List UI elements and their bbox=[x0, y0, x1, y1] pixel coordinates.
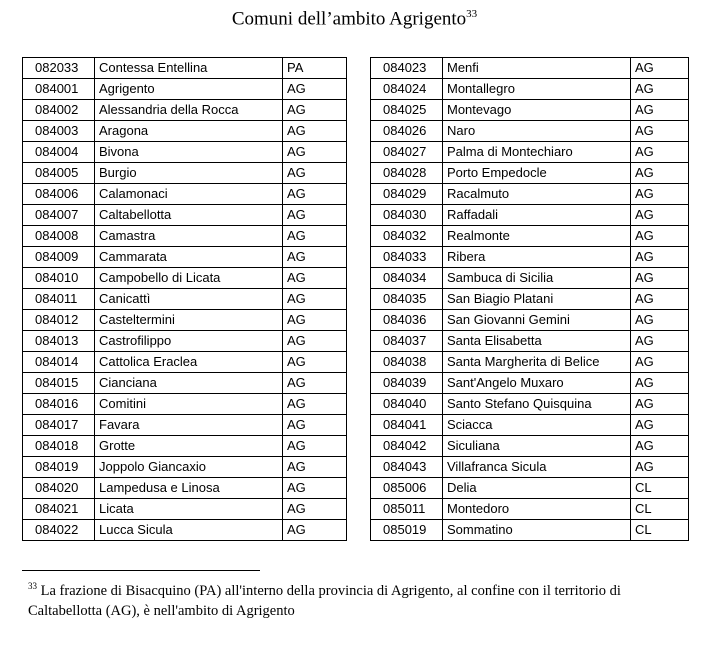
comune-name-cell: Sciacca bbox=[443, 415, 631, 436]
province-cell: AG bbox=[283, 142, 347, 163]
comune-name-cell: Racalmuto bbox=[443, 184, 631, 205]
province-cell: AG bbox=[631, 163, 689, 184]
comune-name-cell: Cianciana bbox=[95, 373, 283, 394]
istat-code-cell: 085006 bbox=[371, 478, 443, 499]
province-cell: AG bbox=[631, 394, 689, 415]
province-cell: AG bbox=[631, 58, 689, 79]
province-cell: AG bbox=[283, 205, 347, 226]
province-cell: AG bbox=[283, 394, 347, 415]
comuni-table-left-body bbox=[23, 58, 347, 541]
province-cell: AG bbox=[283, 457, 347, 478]
province-cell: AG bbox=[283, 352, 347, 373]
istat-code-cell: 084013 bbox=[23, 331, 95, 352]
comune-name-cell: San Biagio Platani bbox=[443, 289, 631, 310]
footnote-ref: 33 bbox=[28, 581, 37, 591]
table-row bbox=[371, 205, 689, 226]
comune-name-cell: Delia bbox=[443, 478, 631, 499]
title-text: Comuni dell’ambito Agrigento bbox=[231, 8, 467, 30]
comune-name-cell: Montallegro bbox=[443, 79, 631, 100]
istat-code-cell: 084043 bbox=[371, 457, 443, 478]
istat-code-cell: 084020 bbox=[23, 478, 95, 499]
comuni-table-left bbox=[22, 57, 347, 541]
istat-code-cell: 084002 bbox=[23, 100, 95, 121]
istat-code-cell: 084017 bbox=[23, 415, 95, 436]
table-row bbox=[371, 289, 689, 310]
istat-code-cell: 084016 bbox=[23, 394, 95, 415]
table-row bbox=[371, 163, 689, 184]
comune-name-cell: Santo Stefano Quisquina bbox=[443, 394, 631, 415]
province-cell: AG bbox=[631, 436, 689, 457]
istat-code-cell: 084028 bbox=[371, 163, 443, 184]
table-row bbox=[371, 436, 689, 457]
comune-name-cell: Licata bbox=[95, 499, 283, 520]
istat-code-cell: 084023 bbox=[371, 58, 443, 79]
province-cell: AG bbox=[283, 79, 347, 100]
table-row bbox=[371, 268, 689, 289]
table-row bbox=[23, 79, 347, 100]
istat-code-cell: 084005 bbox=[23, 163, 95, 184]
istat-code-cell: 084026 bbox=[371, 121, 443, 142]
table-row bbox=[371, 142, 689, 163]
table-row bbox=[23, 331, 347, 352]
province-cell: AG bbox=[631, 268, 689, 289]
table-row bbox=[23, 205, 347, 226]
province-cell: AG bbox=[631, 100, 689, 121]
province-cell: AG bbox=[631, 142, 689, 163]
comune-name-cell: Raffadali bbox=[443, 205, 631, 226]
comune-name-cell: Aragona bbox=[95, 121, 283, 142]
province-cell: AG bbox=[631, 289, 689, 310]
table-row bbox=[371, 415, 689, 436]
istat-code-cell: 084004 bbox=[23, 142, 95, 163]
istat-code-cell: 084022 bbox=[23, 520, 95, 541]
istat-code-cell: 084036 bbox=[371, 310, 443, 331]
province-cell: AG bbox=[283, 415, 347, 436]
comune-name-cell: Burgio bbox=[95, 163, 283, 184]
table-row bbox=[23, 394, 347, 415]
table-row bbox=[23, 289, 347, 310]
comune-name-cell: Grotte bbox=[95, 436, 283, 457]
province-cell: AG bbox=[283, 310, 347, 331]
comune-name-cell: Castrofilippo bbox=[95, 331, 283, 352]
province-cell: AG bbox=[283, 268, 347, 289]
province-cell: AG bbox=[631, 205, 689, 226]
comune-name-cell: Santa Elisabetta bbox=[443, 331, 631, 352]
province-cell: AG bbox=[631, 121, 689, 142]
table-row bbox=[371, 520, 689, 541]
comune-name-cell: Canicattì bbox=[95, 289, 283, 310]
province-cell: CL bbox=[631, 520, 689, 541]
province-cell: AG bbox=[283, 247, 347, 268]
title-footnote-ref: 33 bbox=[466, 8, 478, 20]
province-cell: AG bbox=[283, 436, 347, 457]
table-row bbox=[23, 100, 347, 121]
comune-name-cell: Campobello di Licata bbox=[95, 268, 283, 289]
table-row bbox=[371, 310, 689, 331]
istat-code-cell: 084018 bbox=[23, 436, 95, 457]
comune-name-cell: Cattolica Eraclea bbox=[95, 352, 283, 373]
province-cell: AG bbox=[631, 415, 689, 436]
comune-name-cell: San Giovanni Gemini bbox=[443, 310, 631, 331]
province-cell: AG bbox=[283, 520, 347, 541]
province-cell: AG bbox=[283, 331, 347, 352]
table-row bbox=[23, 415, 347, 436]
table-row bbox=[371, 352, 689, 373]
comune-name-cell: Naro bbox=[443, 121, 631, 142]
comune-name-cell: Camastra bbox=[95, 226, 283, 247]
footnote bbox=[28, 576, 688, 621]
table-row bbox=[371, 58, 689, 79]
istat-code-cell: 084003 bbox=[23, 121, 95, 142]
comune-name-cell: Montevago bbox=[443, 100, 631, 121]
table-row bbox=[23, 163, 347, 184]
province-cell: AG bbox=[631, 310, 689, 331]
table-row bbox=[371, 331, 689, 352]
comune-name-cell: Agrigento bbox=[95, 79, 283, 100]
comune-name-cell: Casteltermini bbox=[95, 310, 283, 331]
comune-name-cell: Joppolo Giancaxio bbox=[95, 457, 283, 478]
comune-name-cell: Realmonte bbox=[443, 226, 631, 247]
province-cell: AG bbox=[631, 373, 689, 394]
istat-code-cell: 084010 bbox=[23, 268, 95, 289]
comune-name-cell: Siculiana bbox=[443, 436, 631, 457]
table-row bbox=[23, 478, 347, 499]
istat-code-cell: 084033 bbox=[371, 247, 443, 268]
table-row bbox=[23, 520, 347, 541]
table-row bbox=[23, 457, 347, 478]
comune-name-cell: Calamonaci bbox=[95, 184, 283, 205]
comune-name-cell: Lucca Sicula bbox=[95, 520, 283, 541]
comune-name-cell: Menfi bbox=[443, 58, 631, 79]
province-cell: PA bbox=[283, 58, 347, 79]
table-row bbox=[23, 184, 347, 205]
table-row bbox=[23, 436, 347, 457]
istat-code-cell: 084037 bbox=[371, 331, 443, 352]
table-row bbox=[23, 142, 347, 163]
istat-code-cell: 084012 bbox=[23, 310, 95, 331]
comune-name-cell: Sambuca di Sicilia bbox=[443, 268, 631, 289]
comune-name-cell: Alessandria della Rocca bbox=[95, 100, 283, 121]
istat-code-cell: 085011 bbox=[371, 499, 443, 520]
province-cell: AG bbox=[631, 226, 689, 247]
table-row bbox=[371, 247, 689, 268]
istat-code-cell: 084024 bbox=[371, 79, 443, 100]
comune-name-cell: Caltabellotta bbox=[95, 205, 283, 226]
istat-code-cell: 084027 bbox=[371, 142, 443, 163]
table-row bbox=[23, 226, 347, 247]
comune-name-cell: Contessa Entellina bbox=[95, 58, 283, 79]
comune-name-cell: Villafranca Sicula bbox=[443, 457, 631, 478]
istat-code-cell: 084032 bbox=[371, 226, 443, 247]
comune-name-cell: Sant'Angelo Muxaro bbox=[443, 373, 631, 394]
table-row bbox=[23, 247, 347, 268]
istat-code-cell: 084006 bbox=[23, 184, 95, 205]
province-cell: AG bbox=[283, 121, 347, 142]
province-cell: AG bbox=[283, 373, 347, 394]
comuni-table-right-body bbox=[371, 58, 689, 541]
istat-code-cell: 085019 bbox=[371, 520, 443, 541]
table-row bbox=[371, 121, 689, 142]
footnote-text: La frazione di Bisacquino (PA) all'interno della provincia di Agrigento, al confine con il territorio di Caltabellotta (AG), è nell'ambito di Agrigento bbox=[28, 582, 621, 619]
table-row bbox=[371, 373, 689, 394]
province-cell: AG bbox=[631, 457, 689, 478]
istat-code-cell: 084030 bbox=[371, 205, 443, 226]
table-row bbox=[371, 499, 689, 520]
istat-code-cell: 084034 bbox=[371, 268, 443, 289]
province-cell: AG bbox=[283, 499, 347, 520]
table-row bbox=[371, 394, 689, 415]
istat-code-cell: 084042 bbox=[371, 436, 443, 457]
table-row bbox=[23, 58, 347, 79]
comune-name-cell: Comitini bbox=[95, 394, 283, 415]
comune-name-cell: Palma di Montechiaro bbox=[443, 142, 631, 163]
table-row bbox=[371, 100, 689, 121]
istat-code-cell: 084007 bbox=[23, 205, 95, 226]
province-cell: AG bbox=[283, 163, 347, 184]
istat-code-cell: 084008 bbox=[23, 226, 95, 247]
table-row bbox=[371, 184, 689, 205]
istat-code-cell: 084014 bbox=[23, 352, 95, 373]
istat-code-cell: 084001 bbox=[23, 79, 95, 100]
table-row bbox=[23, 121, 347, 142]
page-title bbox=[0, 8, 709, 30]
table-row bbox=[23, 310, 347, 331]
table-row bbox=[23, 499, 347, 520]
comune-name-cell: Sommatino bbox=[443, 520, 631, 541]
province-cell: CL bbox=[631, 499, 689, 520]
istat-code-cell: 084041 bbox=[371, 415, 443, 436]
istat-code-cell: 084011 bbox=[23, 289, 95, 310]
comune-name-cell: Bivona bbox=[95, 142, 283, 163]
comune-name-cell: Lampedusa e Linosa bbox=[95, 478, 283, 499]
province-cell: AG bbox=[631, 331, 689, 352]
province-cell: AG bbox=[283, 100, 347, 121]
province-cell: AG bbox=[631, 247, 689, 268]
province-cell: AG bbox=[631, 184, 689, 205]
province-cell: AG bbox=[631, 352, 689, 373]
comune-name-cell: Favara bbox=[95, 415, 283, 436]
table-row bbox=[23, 373, 347, 394]
istat-code-cell: 084015 bbox=[23, 373, 95, 394]
istat-code-cell: 084029 bbox=[371, 184, 443, 205]
istat-code-cell: 084021 bbox=[23, 499, 95, 520]
istat-code-cell: 084039 bbox=[371, 373, 443, 394]
footnote-separator bbox=[22, 570, 260, 571]
comune-name-cell: Porto Empedocle bbox=[443, 163, 631, 184]
comune-name-cell: Cammarata bbox=[95, 247, 283, 268]
province-cell: AG bbox=[283, 478, 347, 499]
table-row bbox=[371, 226, 689, 247]
province-cell: AG bbox=[283, 226, 347, 247]
istat-code-cell: 084025 bbox=[371, 100, 443, 121]
istat-code-cell: 084035 bbox=[371, 289, 443, 310]
table-row bbox=[371, 457, 689, 478]
province-cell: AG bbox=[283, 184, 347, 205]
province-cell: AG bbox=[631, 79, 689, 100]
province-cell: AG bbox=[283, 289, 347, 310]
comuni-table-right bbox=[370, 57, 689, 541]
istat-code-cell: 084009 bbox=[23, 247, 95, 268]
table-row bbox=[23, 268, 347, 289]
table-row bbox=[371, 79, 689, 100]
istat-code-cell: 084038 bbox=[371, 352, 443, 373]
istat-code-cell: 082033 bbox=[23, 58, 95, 79]
comune-name-cell: Ribera bbox=[443, 247, 631, 268]
table-row bbox=[371, 478, 689, 499]
table-row bbox=[23, 352, 347, 373]
istat-code-cell: 084040 bbox=[371, 394, 443, 415]
province-cell: CL bbox=[631, 478, 689, 499]
comune-name-cell: Montedoro bbox=[443, 499, 631, 520]
comune-name-cell: Santa Margherita di Belice bbox=[443, 352, 631, 373]
istat-code-cell: 084019 bbox=[23, 457, 95, 478]
